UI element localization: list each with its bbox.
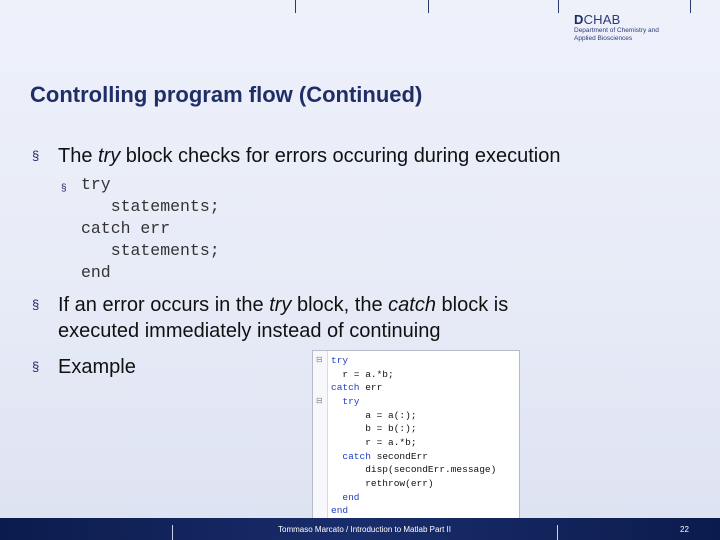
example-line: catch secondErr: [331, 451, 428, 462]
footer-bar: [0, 518, 720, 540]
example-line: disp(secondErr.message): [331, 464, 497, 475]
example-code-screenshot: [312, 350, 520, 520]
example-line: try: [331, 355, 349, 366]
code-line: statements;: [81, 241, 220, 260]
logo-subtitle-line2: Applied Biosciences: [574, 35, 633, 42]
bullet-square-icon: §: [32, 297, 40, 312]
bullet-try-block: § The try block checks for errors occuring during execution: [32, 145, 561, 167]
bullet-square-icon: §: [32, 148, 40, 163]
example-line: end: [331, 505, 349, 516]
dchab-logo: [574, 12, 694, 43]
slide-title: Controlling program flow (Continued): [30, 82, 423, 107]
example-line: r = a.*b;: [331, 369, 394, 380]
example-line: catch err: [331, 382, 383, 393]
fold-marker-icon: ⊟: [316, 396, 323, 405]
code-line: catch err: [81, 219, 171, 238]
code-line: end: [81, 263, 111, 282]
fold-marker-icon: ⊟: [316, 355, 323, 364]
logo-title: DCHAB: [574, 12, 621, 27]
code-line: try: [81, 175, 111, 194]
bullet-catch-block: § If an error occurs in the try block, the catch block is executed immediately instead of continuing: [32, 294, 509, 342]
bullet-square-icon: §: [32, 359, 40, 374]
example-line: b = b(:);: [331, 423, 417, 434]
example-line: rethrow(err): [331, 478, 434, 489]
example-line: r = a.*b;: [331, 437, 417, 448]
editor-gutter: [313, 351, 328, 519]
example-line: end: [331, 492, 360, 503]
logo-subtitle-line1: Department of Chemistry and: [574, 27, 659, 34]
code-line: statements;: [81, 197, 220, 216]
example-line: a = a(:);: [331, 410, 417, 421]
page-number: 22: [680, 525, 689, 534]
example-line: try: [331, 396, 360, 407]
code-snippet: [61, 174, 220, 284]
footer-text: Tommaso Marcato / Introduction to Matlab Part II: [278, 525, 451, 534]
bullet-example: § Example: [32, 356, 136, 378]
sub-bullet-icon: §: [61, 183, 67, 194]
